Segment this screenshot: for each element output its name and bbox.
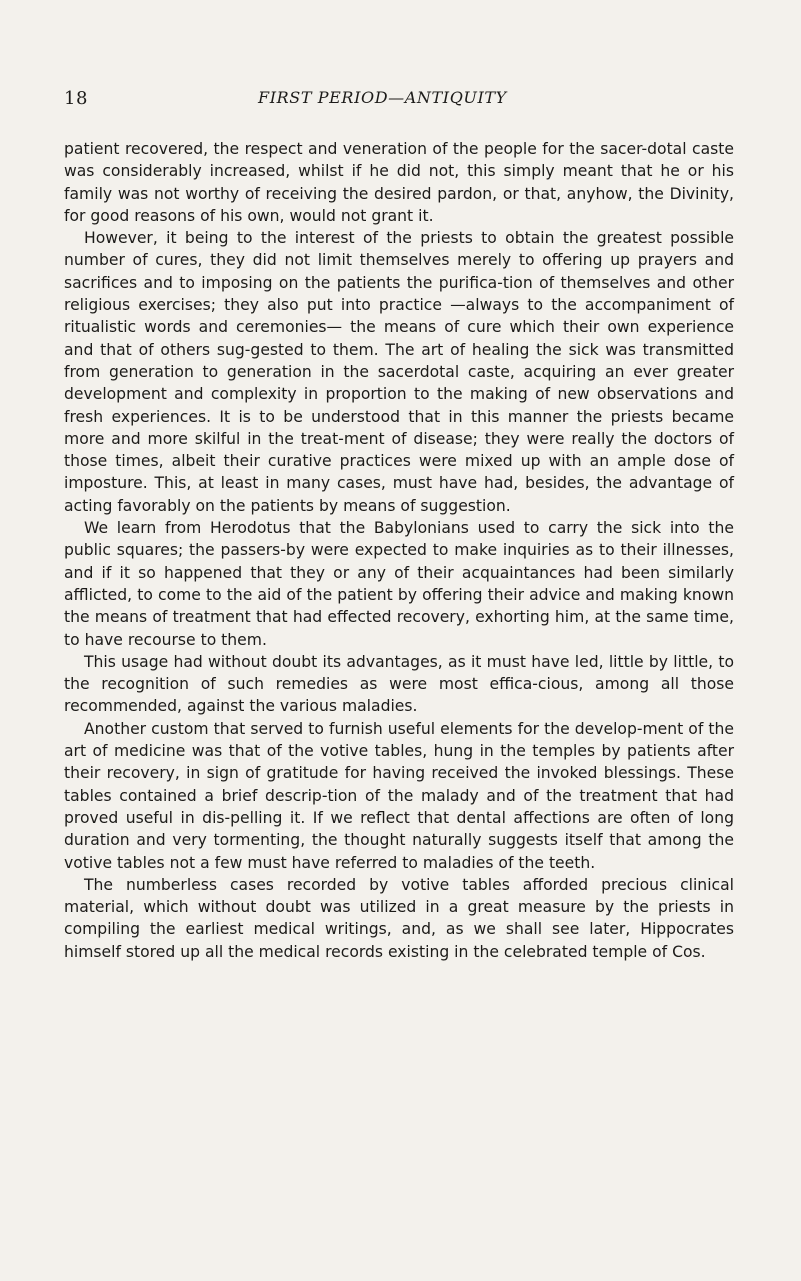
page-number: 18 <box>64 88 88 109</box>
running-title: FIRST PERIOD—ANTIQUITY <box>258 88 507 107</box>
paragraph-clinical-material: The numberless cases recorded by votive tables afforded precious clinical material, which without doubt was utilized in a great measure by the priests in compiling the earliest medical writings, and, as we shall see later, Hippocrates himself stored up all the medical records existing in the celebrated temple of Cos. <box>64 875 734 961</box>
running-head <box>64 88 734 114</box>
paragraph-continuation: patient recovered, the respect and veneration of the people for the sacer-dotal caste was considerably increased, whilst if he did not, this simply meant that he or his family was not worthy of receiving the desired pardon, or that, anyhow, the Divinity, for good reasons of his own, would not grant it. <box>64 140 734 225</box>
book-page <box>64 88 734 963</box>
paragraph-usage-advantages: This usage had without doubt its advantages, as it must have led, little by little, to the recognition of such remedies as were most effica-cious, among all those recommended, against the various maladies. <box>64 652 734 716</box>
paragraph-priests-cures: However, it being to the interest of the priests to obtain the greatest possible number of cures, they did not limit themselves merely to offering up prayers and sacrifices and to imposing on the patients the purifica-tion of themselves and other religious exercises; they also put into practice —always to the accompaniment of ritualistic words and ceremonies— the means of cure which their own experience and that of others sug-gested to them. The art of healing the sick was transmitted from generation to generation in the sacerdotal caste, acquiring an ever greater development and complexity in proportion to the making of new observations and fresh experiences. It is to be understood that in this manner the priests became more and more skilful in the treat-ment of disease; they were really the doctors of those times, albeit their curative practices were mixed up with an ample dose of imposture. This, at least in many cases, must have had, besides, the advantage of acting favorably on the patients by means of suggestion. <box>64 229 734 515</box>
paragraph-votive-tables: Another custom that served to furnish useful elements for the develop-ment of the art of medicine was that of the votive tables, hung in the temples by patients after their recovery, in sign of gratitude for having received the invoked blessings. These tables contained a brief descrip-tion of the malady and of the treatment that had proved useful in dis-pelling it. If we reflect that dental affections are often of long duration and very tormenting, the thought naturally suggests itself that among the votive tables not a few must have referred to maladies of the teeth. <box>64 719 734 872</box>
body-text <box>64 138 734 963</box>
paragraph-herodotus: We learn from Herodotus that the Babylonians used to carry the sick into the public squares; the passers-by were expected to make inquiries as to their illnesses, and if it so happened that they or any of their acquaintances had been similarly afflicted, to come to the aid of the patient by offering their advice and making known the means of treatment that had effected recovery, exhorting him, at the same time, to have recourse to them. <box>64 519 734 649</box>
